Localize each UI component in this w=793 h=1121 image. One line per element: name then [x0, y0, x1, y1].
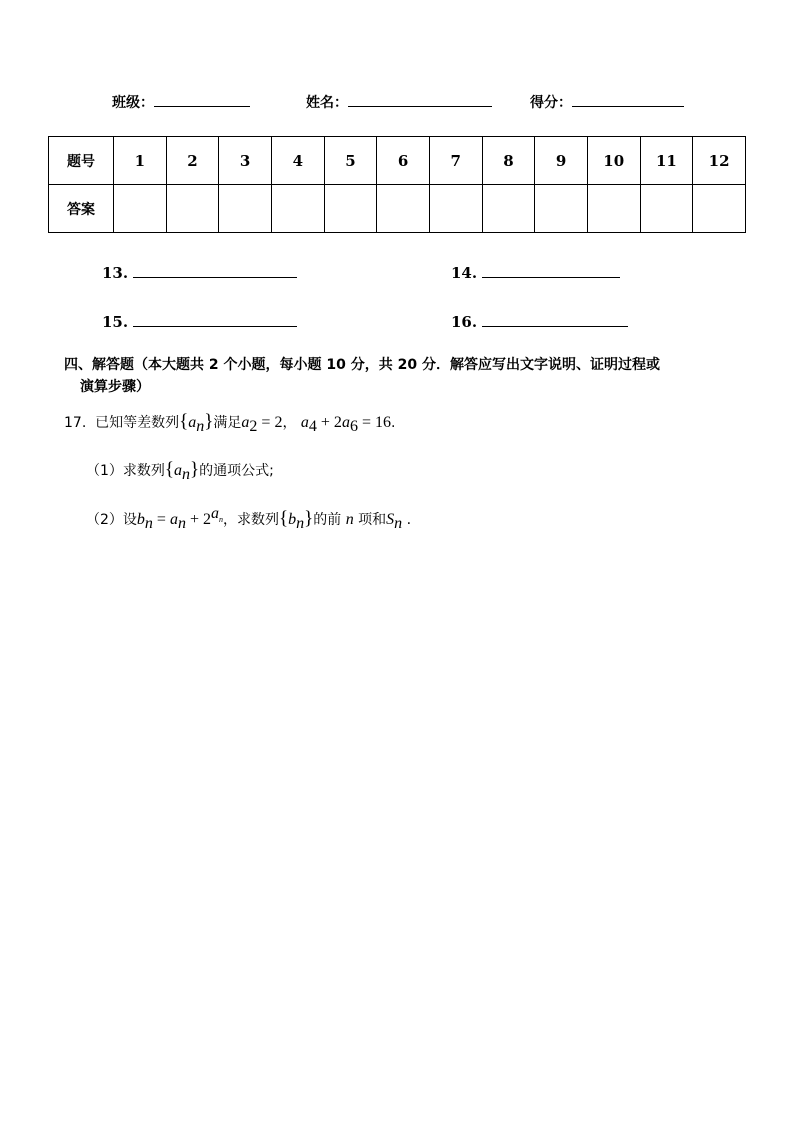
stem-text: 满足 — [213, 415, 242, 431]
part-2-text: 设 — [122, 512, 137, 528]
question-number-cell: 11 — [640, 137, 693, 185]
answer-table — [48, 136, 746, 233]
blank-16 — [451, 310, 628, 331]
name-blank[interactable] — [348, 92, 492, 107]
part-2-label: （2） — [86, 512, 123, 528]
part-1-text: 的通项公式; — [199, 463, 274, 479]
question-number-cell: 2 — [166, 137, 219, 185]
answer-cell[interactable] — [535, 185, 588, 233]
blank-14-line[interactable] — [482, 261, 620, 278]
blank-13 — [102, 261, 297, 282]
problem-17-part-1: （1）求数列$\{a_n\}$的通项公式; — [86, 459, 274, 483]
answer-cell[interactable] — [114, 185, 167, 233]
question-number-cell: 12 — [693, 137, 746, 185]
stem-text: 已知等差数列 — [95, 415, 180, 431]
answer-cell[interactable] — [693, 185, 746, 233]
answer-cell[interactable] — [271, 185, 324, 233]
answer-cell[interactable] — [377, 185, 430, 233]
class-field — [112, 92, 250, 112]
answer-header: 答案 — [49, 185, 114, 233]
part-1-label: （1） — [86, 463, 123, 479]
blank-15-line[interactable] — [133, 310, 297, 327]
answer-cell[interactable] — [640, 185, 693, 233]
section-4-heading — [64, 354, 754, 398]
blank-13-line[interactable] — [133, 261, 297, 278]
answer-cell[interactable] — [587, 185, 640, 233]
part-2-text: 求数列 — [236, 512, 279, 528]
question-number-cell: 10 — [587, 137, 640, 185]
blank-16-line[interactable] — [482, 310, 628, 327]
question-number-cell: 4 — [271, 137, 324, 185]
answer-cell[interactable] — [429, 185, 482, 233]
name-label: 姓名： — [306, 95, 348, 111]
class-blank[interactable] — [154, 92, 250, 107]
question-number-cell: 3 — [219, 137, 272, 185]
answer-cell[interactable] — [166, 185, 219, 233]
stem-end: . — [390, 415, 396, 431]
question-number-cell: 9 — [535, 137, 588, 185]
answer-cell[interactable] — [324, 185, 377, 233]
blank-16-label: 16. — [451, 313, 478, 331]
answer-row — [49, 185, 746, 233]
question-number-cell: 5 — [324, 137, 377, 185]
question-number-cell: 6 — [377, 137, 430, 185]
blank-13-label: 13. — [102, 264, 129, 282]
name-field — [306, 92, 492, 112]
question-number-cell: 7 — [429, 137, 482, 185]
score-blank[interactable] — [572, 92, 684, 107]
part-1-text: 求数列 — [122, 463, 165, 479]
answer-cell[interactable] — [482, 185, 535, 233]
answer-cell[interactable] — [219, 185, 272, 233]
blank-14-label: 14. — [451, 264, 478, 282]
blank-15 — [102, 310, 297, 331]
question-number-row — [49, 137, 746, 185]
problem-17-part-2: （2）设$b_n = a_n + 2^{a_n}$，求数列$\{b_n\}$的前 n 项和$S_n$ . — [86, 505, 412, 532]
part-2-separator: ， — [222, 512, 237, 528]
question-number-cell: 8 — [482, 137, 535, 185]
blank-14 — [451, 261, 620, 282]
part-2-end: . — [406, 512, 412, 528]
section-4-title-line1: 四、解答题（本大题共 2 个小题，每小题 10 分，共 20 分．解答应写出文字说明、证明过程或 — [64, 357, 660, 373]
question-number-header: 题号 — [49, 137, 114, 185]
part-2-text: 项和 — [358, 512, 387, 528]
problem-17-stem: 17. 已知等差数列$\{a_n\}$满足$a_2 = 2$， $a_4 + 2a_6 = 16$. — [64, 411, 396, 435]
score-field — [530, 92, 684, 112]
question-number-cell: 1 — [114, 137, 167, 185]
part-2-text: 的前 — [313, 512, 342, 528]
score-label: 得分： — [530, 95, 572, 111]
problem-17-number: 17. — [64, 415, 87, 431]
blank-15-label: 15. — [102, 313, 129, 331]
stem-separator: ， — [282, 415, 297, 431]
class-label: 班级： — [112, 95, 154, 111]
section-4-title-line2: 演算步骤） — [80, 379, 150, 395]
